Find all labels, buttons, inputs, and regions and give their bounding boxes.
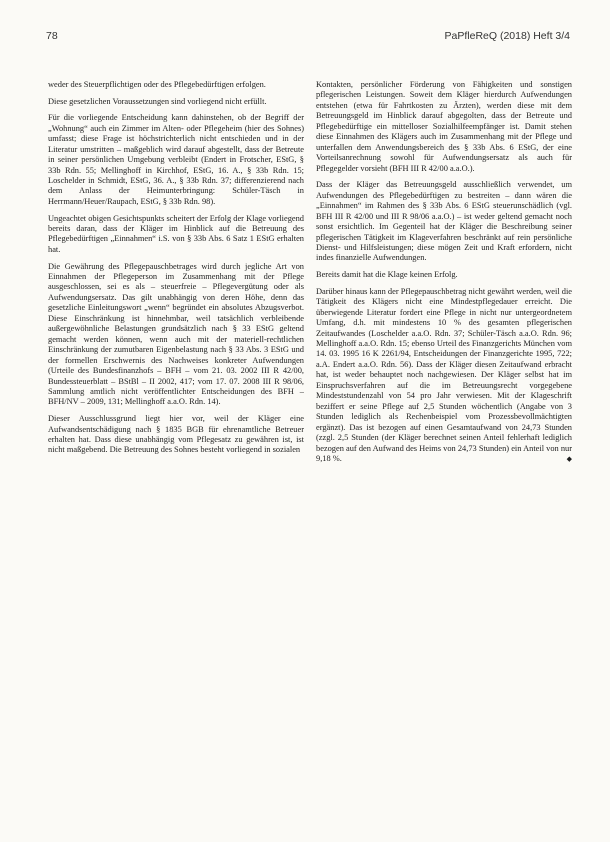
paragraph: Kontakten, persönlicher Förderung von Fähigkeiten und sonstigen pflegerischen Leistungen. Soweit dem Kläger hierdurch Aufwendungen entstehen (etwa für Fahrtkosten zu Ärzten), werden diese mit dem Betreuungsgeld im Hinblick darauf abgegolten, dass der Betreute und Pflegebedürftige ein mittelloser Sozialhilfeempfänger ist. Damit stehen diese Einnahmen des Klägers auch im Zusammenhang mit der Pflege und unterfallen dem Anwendungsbereich des § 33b Abs. 6 EStG, der eine Vorteilsanrechnung sowohl für Aufwendungsersatz als auch für Pflegegelder vorsieht (BFH III R 42/00 a.a.O.). — [316, 80, 572, 173]
paragraph: Für die vorliegende Entscheidung kann dahinstehen, ob der Begriff der „Wohnung“ auch ein Zimmer im Alten- oder Pflegeheim (hier des Sohnes) umfasst; diese Frage ist höchstrichterlich nicht entschieden und in der Literatur umstritten – maßgeblich wird darauf abgestellt, dass der Betreute in seiner persönlichen Umgebung verbleibt (Endert in Frotscher, EStG, § 33b Rdn. 55; Mellinghoff in Kirchhof, EStG, 16. A., § 33b Rdn. 15; Loschelder in Schmidt, EStG, 36. A., § 33b Rdn. 37; differenzierend nach dem Anlass der Heimunterbringung: Schüler-Täsch in Herrmann/Heuer/Raupach, EStG, § 33b Rdn. 98). — [48, 113, 304, 206]
paragraph: Dieser Ausschlussgrund liegt hier vor, weil der Kläger eine Aufwandsentschädigung nach § 1835 BGB für ehrenamtliche Betreuer erhalten hat. Dass diese unabhängig vom Pflegesatz zu gewähren ist, ist nicht maßgebend. Die Betreuung des Sohnes besteht vorliegend in sozialen — [48, 414, 304, 455]
paragraph: Ungeachtet obigen Gesichtspunkts scheitert der Erfolg der Klage vorliegend bereits daran, dass der Kläger im Hinblick auf die Betreuung des Pflegebedürftigen „Einnahmen“ i.S. von § 33b Abs. 6 Satz 1 EStG erhalten hat. — [48, 213, 304, 254]
paragraph: Die Gewährung des Pflegepauschbetrages wird durch jegliche Art von Einnahmen der Pflegeperson im Zusammenhang mit der Pflege ausgeschlossen, sei es als – steuerfreie – Pflegevergütung oder als Aufwendungsersatz. Das gilt unabhängig von deren Höhe, denn das gesetzliche Einleitungswort „wenn“ begründet ein absolutes Abzugsverbot. Diese Einschränkung ist hinnehmbar, weil tatsächlich verbleibende außergewöhnliche Belastungen grundsätzlich nach § 33 EStG geltend gemacht werden können, wenn auch mit der materiell-rechtlichen Einschränkung der zumutbaren Eigenbelastung nach § 33 Abs. 3 EStG und der formellen Erschwernis des Nachweises konkreter Aufwendungen (Urteile des Bundesfinanzhofs – BFH – vom 21. 03. 2002 III R 42/00, Bundessteuerblatt – BStBl – II 2002, 417; vom 17. 07. 2008 III R 98/06, Sammlung amtlich nicht veröffentlichter Entscheidungen des BFH – BFH/NV – 2009, 131; Mellinghoff a.a.O. Rdn. 14). — [48, 261, 304, 407]
journal-title: PaPfleReQ (2018) Heft 3/4 — [444, 30, 570, 42]
end-mark-icon: ◆ — [566, 454, 572, 463]
left-column — [48, 80, 304, 462]
page-number: 78 — [46, 30, 58, 42]
paragraph: Bereits damit hat die Klage keinen Erfolg. — [316, 270, 458, 280]
right-column — [316, 80, 572, 471]
paragraph: Diese gesetzlichen Voraussetzungen sind vorliegend nicht erfüllt. — [48, 96, 267, 106]
paragraph-text: Darüber hinaus kann der Pflegepauschbetrag nicht gewährt werden, weil die Tätigkeit des Klägers nicht eine Mindestpflegedauer erreicht. Die überwiegende Literatur fordert eine Pflege in nicht nur untergeordnetem Umfang, d.h. mit mindestens 10 % des gesamten pflegerischen Zeitaufwandes (Loschelder a.a.O. Rdn. 37; Schüler-Täsch a.a.O. Rdn. 96; Mellinghoff a.a.O. Rdn. 15; ebenso Urteil des Finanzgerichts München vom 14. 03. 1995 16 K 2261/94, Entscheidungen der Finanzgerichte 1995, 722; a.A. Endert a.a.O. Rdn. 56). Dass der Kläger diesen Zeitaufwand erbracht hat, ist weder behauptet noch nachgewiesen. Der Kläger selbst hat im Einspruchsverfahren auf die im Betreuungsrecht vorgegebene Mindeststundenzahl von 54 pro Jahr verwiesen. Mit der Klageschrift beziffert er seine Pflege auf 2,5 Stunden wöchentlich (Angabe von 3 Stunden lediglich als Rechenbeispiel vom Prozessbevollmächtigten ergänzt). Das ist bezogen auf einen Gesamtaufwand von 24,73 Stunden (zzgl. 2,5 Stunden (der Kläger berechnet seinen Anteil fehlerhaft lediglich bezogen auf den Aufwand des Heims von 24,73 Stunden) ein Anteil von nur 9,18 %. — [316, 286, 572, 463]
paragraph-last — [316, 287, 572, 465]
paragraph: Dass der Kläger das Betreuungsgeld ausschließlich verwendet, um Aufwendungen des Pflegebedürftigen zu bestreiten – dann wären die „Einnahmen“ im Rahmen des § 33b Abs. 6 EStG steuerunschädlich (vgl. BFH III R 42/00 und III R 98/06 a.a.O.) – ist weder geltend gemacht noch sonst ersichtlich. Im Gegenteil hat der Kläger die Beschreibung seiner pflegerischen Tätigkeit im Klageverfahren beschränkt auf rein persönliche Dienst- und Hilfsleistungen; diese mögen Zeit und Kraft erfordern, nicht indes finanzielle Aufwendungen. — [316, 180, 572, 263]
paragraph: weder des Steuerpflichtigen oder des Pflegebedürftigen erfolgen. — [48, 80, 266, 89]
